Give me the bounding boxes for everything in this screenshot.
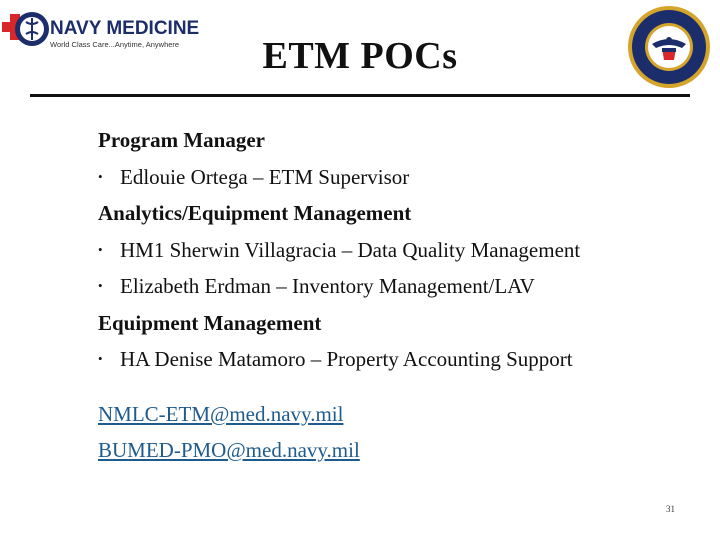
- list-item: [98, 232, 698, 269]
- logo-wordmark: NAVY MEDICINE: [50, 18, 200, 39]
- contact-links: [98, 396, 360, 468]
- list-item: [98, 159, 698, 196]
- list-item-text: HM1 Sherwin Villagracia – Data Quality Management: [120, 237, 581, 262]
- title-divider: [30, 94, 690, 97]
- list-item: [98, 268, 698, 305]
- section-heading: Analytics/Equipment Management: [98, 201, 412, 225]
- bullet-icon: •: [98, 278, 103, 293]
- logo-tagline: World Class Care...Anytime, Anywhere: [50, 40, 180, 49]
- email-link-etm[interactable]: NMLC-ETM@med.navy.mil: [98, 402, 344, 426]
- bullet-icon: •: [98, 168, 103, 184]
- list-item-text: Elizabeth Erdman – Inventory Management/LAV: [120, 274, 535, 298]
- list-item-text: Edlouie Ortega – ETM Supervisor: [120, 164, 410, 189]
- list-item-text: HA Denise Matamoro – Property Accounting Support: [120, 347, 573, 371]
- bullet-icon: •: [98, 351, 103, 366]
- section-heading: Program Manager: [98, 128, 265, 152]
- bullet-icon: •: [98, 241, 103, 257]
- email-link-pmo[interactable]: BUMED-PMO@med.navy.mil: [98, 438, 360, 462]
- poc-list: [98, 122, 698, 378]
- page-number: 31: [666, 504, 675, 514]
- list-item: [98, 341, 698, 378]
- section-heading: Equipment Management: [98, 310, 322, 335]
- page-title: ETM POCs: [262, 35, 458, 77]
